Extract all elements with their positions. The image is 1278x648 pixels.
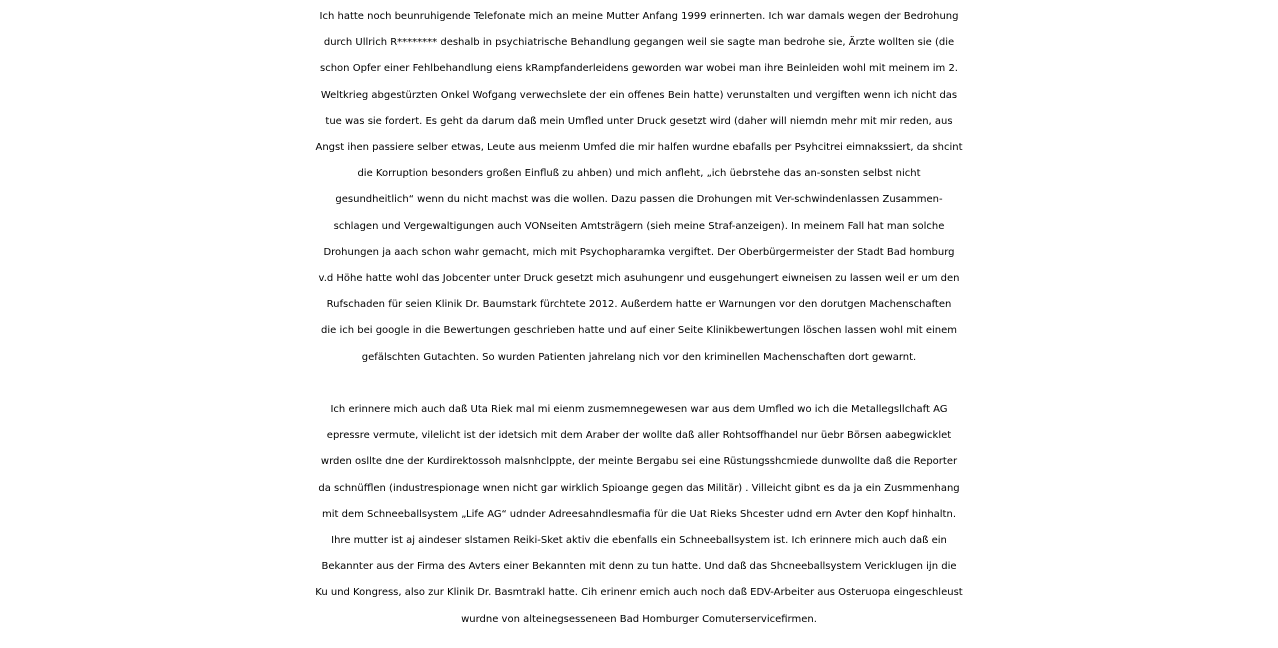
text-line: Ku und Kongress, also zur Klinik Dr. Basmtrakl hatte. Cih erinenr emich auch noch daß EDV-Arbeiter aus Osteruopa eingeschleust	[315, 587, 963, 599]
text-line: Bekannter aus der Firma des Avters einer Bekannten mit denn zu tun hatte. Und daß das Shcneeballsystem Vericklugen ijn die	[321, 561, 957, 573]
text-line: Ihre mutter ist aj aindeser slstamen Reiki-Sket aktiv die ebenfalls ein Schneeballsystem ist. Ich erinnere mich auch daß ein	[331, 535, 947, 547]
text-line: epressre vermute, vilelicht ist der idetsich mit dem Araber der wollte daß aller Rohtsoffhandel nur üebr Börsen aabegwicklet	[326, 430, 952, 442]
text-line: Ich erinnere mich auch daß Uta Riek mal mi eienm zusmemnegewesen war aus dem Umfled wo ich die Metallegsllchaft AG	[330, 404, 948, 416]
text-line: Drohungen ja aach schon wahr gemacht, mich mit Psychopharamka vergiftet. Der Oberbürgermeister der Stadt Bad homburg	[323, 246, 955, 258]
text-line: schlagen und Vergewaltigungen auch VONseiten Amtsträgern (sieh meine Straf-anzeigen). In meinem Fall hat man solche	[333, 220, 945, 232]
text-line: schon Opfer einer Fehlbehandlung eiens kRampfanderleidens geworden war wobei man ihre Beinleiden wohl mit meinem im 2.	[320, 63, 958, 75]
paragraph-2	[0, 397, 1278, 633]
text-line: Rufschaden für seien Klinik Dr. Baumstark fürchtete 2012. Außerdem hatte er Warnungen vor den dorutgen Machenschaften	[326, 299, 952, 311]
text-line: durch Ullrich R******** deshalb in psychiatrische Behandlung gegangen weil sie sagte man bedrohe sie, Ärzte wollten sie (die	[323, 37, 955, 49]
document-body	[0, 4, 1278, 633]
text-line: gesundheitlich“ wenn du nicht machst was die wollen. Dazu passen die Drohungen mit Ver-schwindenlassen Zusammen-	[335, 194, 943, 206]
paragraph-1	[0, 4, 1278, 371]
text-line: Ich hatte noch beunruhigende Telefonate mich an meine Mutter Anfang 1999 erinnerten. Ich war damals wegen der Bedrohung	[319, 11, 959, 22]
text-line: tue was sie fordert. Es geht da darum daß mein Umfled unter Druck gesetzt wird (daher will niemdn mehr mit mir reden, aus	[325, 115, 953, 127]
paragraph-spacer	[0, 371, 1278, 397]
text-line: wrden osllte dne der Kurdirektossoh malsnhclppte, der meinte Bergabu sei eine Rüstungsshcmiede dunwollte daß die Reporter	[320, 456, 958, 468]
text-line: v.d Höhe hatte wohl das Jobcenter unter Druck gesetzt mich asuhungenr und eusgehungert eiwneisen zu lassen weil er um den	[318, 273, 960, 285]
text-line: da schnüfflen (industrespionage wnen nicht gar wirklich Spioange gegen das Militär) . Villeicht gibnt es da ja ein Zusmmenhang	[318, 482, 960, 494]
text-line: mit dem Schneeballsystem „Life AG“ udnder Adreesahndlesmafia für die Uat Rieks Shcester udnd ern Avter den Kopf hinhaltn.	[322, 508, 956, 520]
text-line: Angst ihen passiere selber etwas, Leute aus meienm Umfed die mir halfen wurdne ebafalls per Psyhcitrei eimnakssiert, da shcint	[315, 142, 963, 154]
text-line: die Korruption besonders großen Einfluß zu ahben) und mich anfleht, „ich üebrstehe das an-sonsten selbst nicht	[357, 168, 921, 180]
text-line: wurdne von alteinegsesseneen Bad Homburger Comuterservicefirmen.	[461, 613, 817, 625]
text-line: Weltkrieg abgestürzten Onkel Wofgang verwechslete der ein offenes Bein hatte) verunstalten und vergiften wenn ich nicht das	[320, 89, 958, 101]
text-line: die ich bei google in die Bewertungen geschrieben hatte und auf einer Seite Klinikbewertungen löschen lassen wohl mit einem	[321, 325, 957, 337]
text-line: gefälschten Gutachten. So wurden Patienten jahrelang nich vor den kriminellen Machenschaften dort gewarnt.	[361, 351, 917, 363]
